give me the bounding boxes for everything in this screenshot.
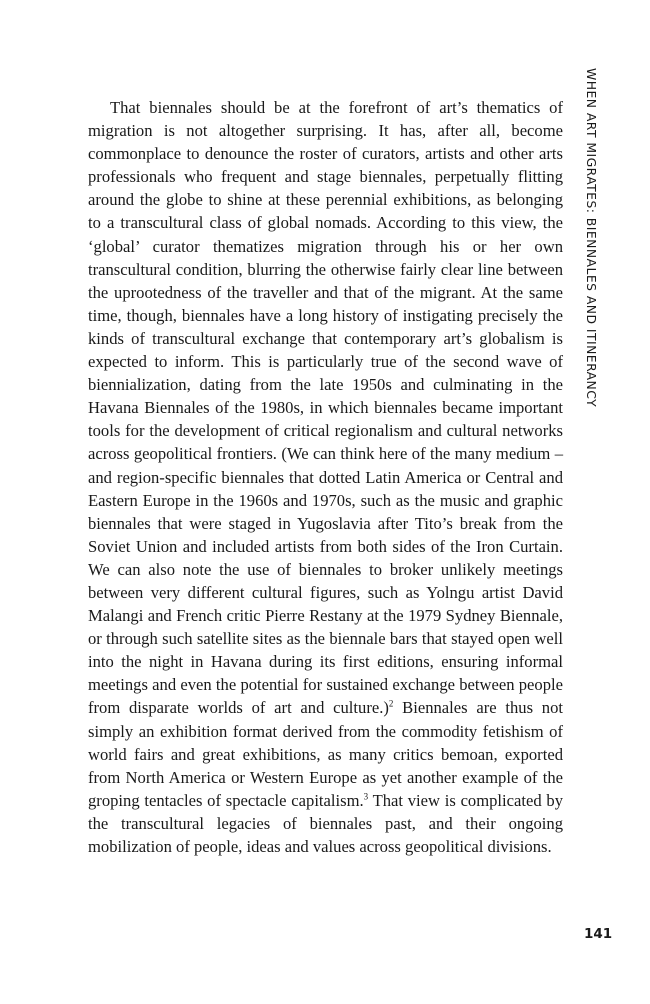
page-number: 141 <box>584 926 613 942</box>
paragraph-text-part-1: That biennales should be at the forefront of art’s thematics of migration is not altogether surprising. It has, after all, become commonplace to denounce the roster of curators, artists and other arts professionals who frequent and stage biennales, perpetually flitting around the globe to shine at these perennial exhibitions, as belonging to a transcultural class of global nomads. According to this view, the ‘global’ curator thematizes migration through his or her own transcultural condition, blurring the otherwise fairly clear line between the uprootedness of the traveller and that of the migrant. At the same time, though, biennales have a long history of instigating precisely the kinds of transcultural exchange that contemporary art’s globalism is expected to inform. This is particularly true of the second wave of biennialization, dating from the late 1950s and culminating in the Havana Biennales of the 1980s, in which biennales became important tools for the development of critical regionalism and cultural networks across geopolitical frontiers. (We can think here of the many medium – and region-specific biennales that dotted Latin America or Central and Eastern Europe in the 1960s and 1970s, such as the music and graphic biennales that were staged in Yugoslavia after Tito’s break from the Soviet Union and included artists from both sides of the Iron Curtain. We can also note the use of biennales to broker unlikely meetings between very different cultural figures, such as Yolngu artist David Malangi and French critic Pierre Restany at the 1979 Sydney Biennale, or through such satellite sites as the biennale bars that stayed open well into the night in Havana during its first editions, ensuring informal meetings and even the potential for sustained exchange between people from disparate worlds of art and culture.) <box>88 98 563 718</box>
body-paragraph <box>88 96 563 858</box>
footnote-reference[interactable]: 2 <box>388 698 394 709</box>
paragraph-text-part-2: Biennales are thus not simply an exhibition format derived from the commodity fetishism of world fairs and great exhibitions, as many critics bemoan, exported from North America or Western Europe as yet another example of the groping tentacles of spectacle capitalism. <box>88 698 563 810</box>
paragraph-text-part-3: That view is complicated by the transcultural legacies of biennales past, and their ongoing mobilization of people, ideas and values across geopolitical divisions. <box>88 790 564 856</box>
running-head: WHEN ART MIGRATES: BIENNALES AND ITINERANCY <box>584 68 599 408</box>
footnote-reference[interactable]: 3 <box>363 791 369 802</box>
